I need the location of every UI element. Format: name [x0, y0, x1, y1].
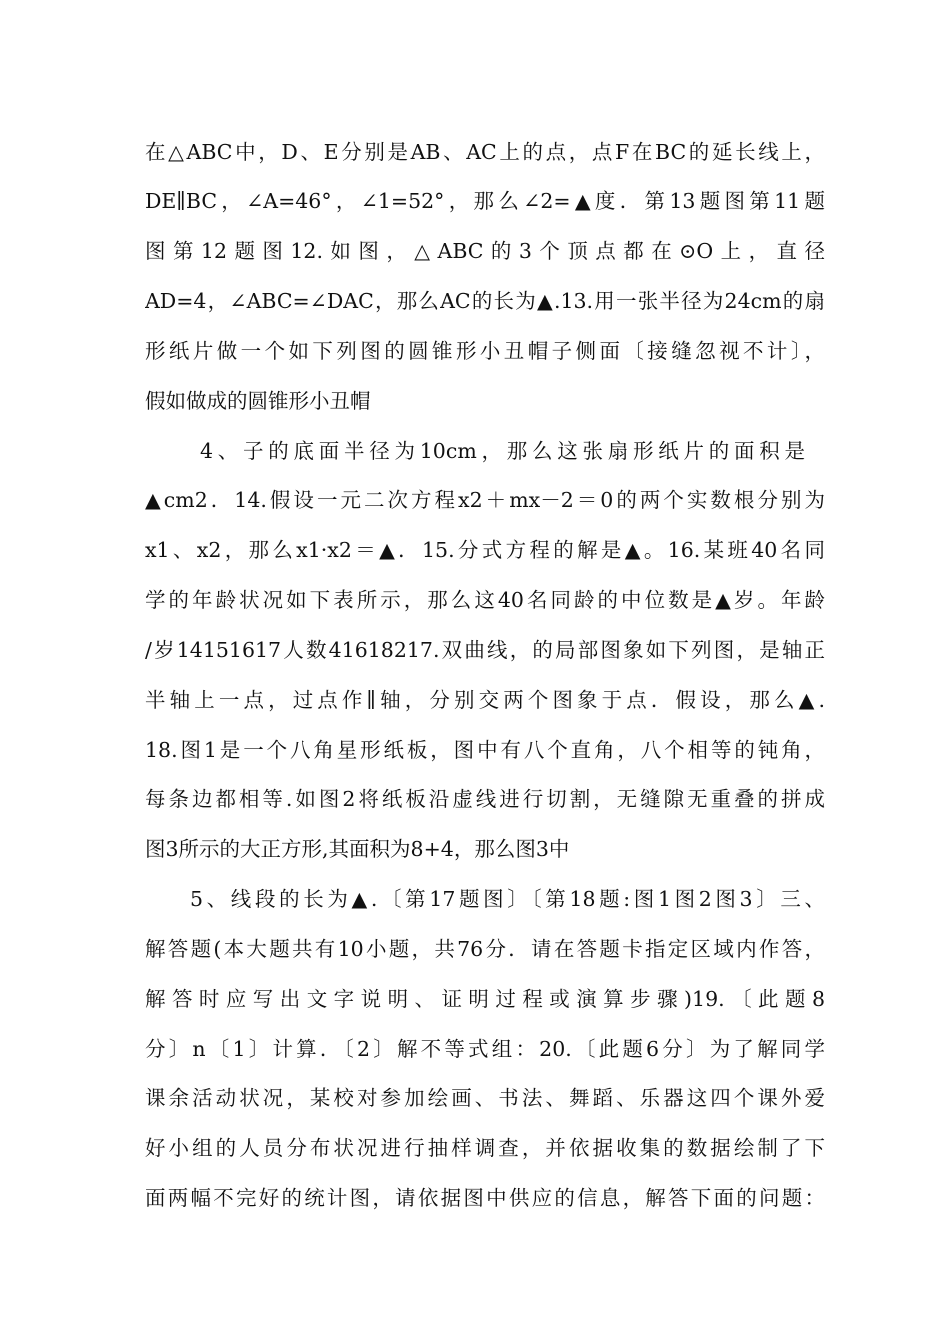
text-line: 4、子的底面半径为10cm，那么这张扇形纸片的面积是	[200, 439, 805, 463]
text-line: 解答时应写出文字说明、证明过程或演算步骤)19.〔此题8	[145, 987, 825, 1011]
text-line: /岁14151617人数41618217.双曲线，的局部图象如下列图，是轴正	[145, 638, 825, 662]
text-line: 图第12题图12.如图，△ABC的3个顶点都在⊙O上，直径	[145, 239, 825, 263]
text-line: 半轴上一点，过点作∥轴，分别交两个图象于点．假设，那么▲.	[145, 688, 825, 712]
text-line: AD=4，∠ABC=∠DAC，那么AC的长为▲.13.用一张半径为24cm的扇	[145, 289, 825, 313]
text-line: 图3所示的大正方形,其面积为8+4，那么图3中	[145, 837, 570, 861]
text-line: 18.图1是一个八角星形纸板，图中有八个直角，八个相等的钝角，	[145, 738, 825, 762]
text-line: 每条边都相等.如图2将纸板沿虚线进行切割，无缝隙无重叠的拼成	[145, 787, 825, 811]
text-line: 形纸片做一个如下列图的圆锥形小丑帽子侧面〔接缝忽视不计〕，	[145, 339, 825, 363]
text-line: ▲cm2．14.假设一元二次方程x2＋mx－2＝0的两个实数根分别为	[145, 488, 825, 512]
text-line: 学的年龄状况如下表所示，那么这40名同龄的中位数是▲岁。年龄	[145, 588, 825, 612]
text-line: x1、x2，那么x1·x2＝▲．15.分式方程的解是▲。16.某班40名同	[145, 538, 825, 562]
text-line: 课余活动状况，某校对参加绘画、书法、舞蹈、乐器这四个课外爱	[145, 1086, 825, 1110]
text-line: 解答题(本大题共有10小题，共76分．请在答题卡指定区域内作答，	[145, 937, 825, 961]
text-line: 假如做成的圆锥形小丑帽	[145, 389, 371, 413]
text-line: 在△ABC中，D、E分别是AB、AC上的点，点F在BC的延长线上，	[145, 140, 825, 164]
text-line: DE∥BC，∠A=46°，∠1=52°，那么∠2=▲度．第13题图第11题	[145, 189, 825, 213]
text-line: 面两幅不完好的统计图，请依据图中供应的信息，解答下面的问题：	[145, 1186, 825, 1210]
text-line: 分〕n〔1〕计算．〔2〕解不等式组：20.〔此题6分〕为了解同学	[145, 1037, 825, 1061]
text-line: 好小组的人员分布状况进行抽样调查，并依据收集的数据绘制了下	[145, 1136, 825, 1160]
text-line: 5、线段的长为▲.〔第17题图〕〔第18题:图1图2图3〕三、	[190, 887, 825, 911]
